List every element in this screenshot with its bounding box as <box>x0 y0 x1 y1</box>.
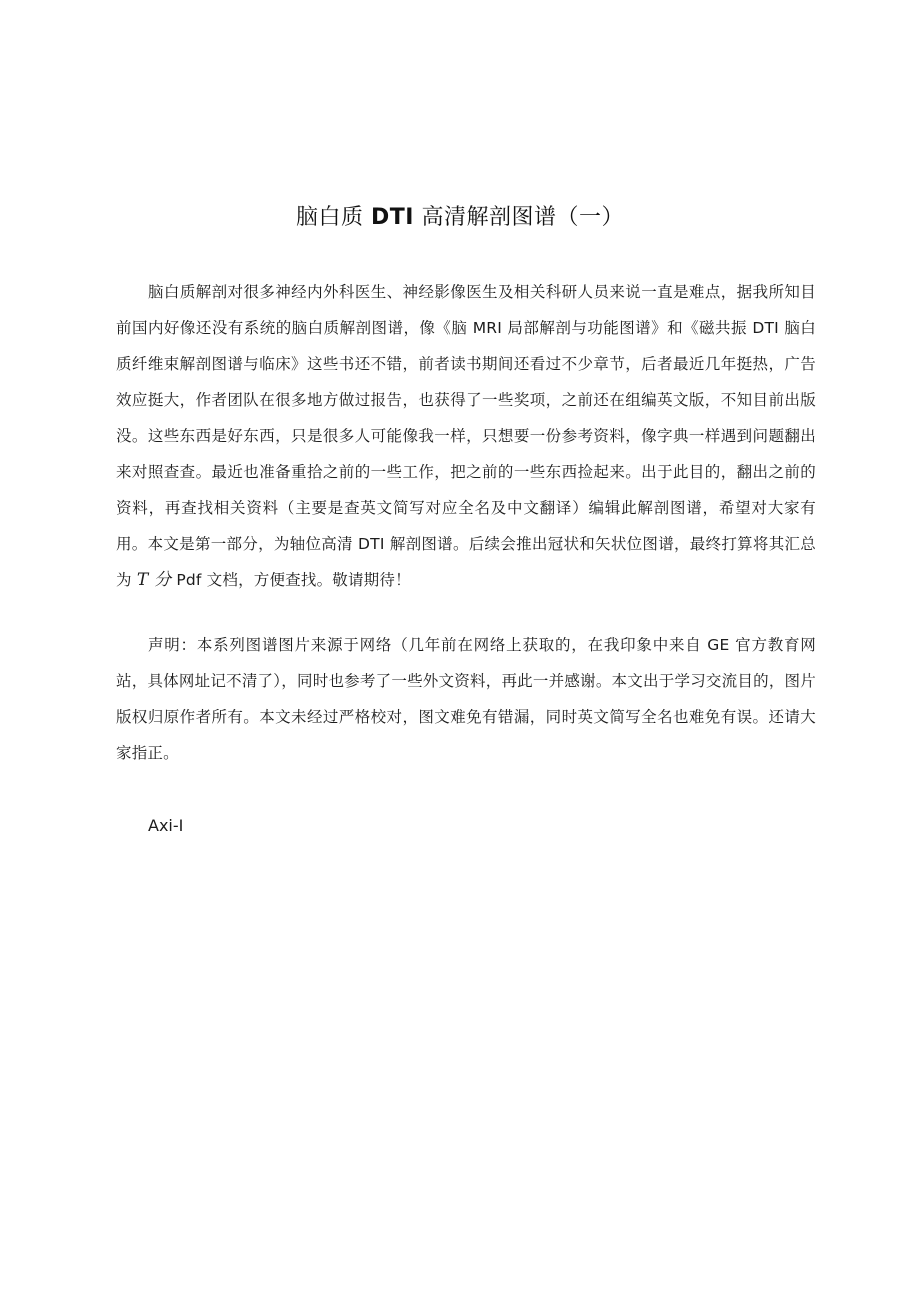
section-label: Axi-I <box>148 816 184 835</box>
intro-tail: Pdf 文档，方便查找。敬请期待！ <box>171 571 411 589</box>
intro-italic-glyph: T 分 <box>136 570 172 590</box>
title-dti: DTI <box>371 205 414 230</box>
intro-text: 脑白质解剖对很多神经内外科医生、神经影像医生及相关科研人员来说一直是难点，据我所知目前国内好像还没有系统的脑白质解剖图谱，像《脑 MRI 局部解剖与功能图谱》和《磁共振 DTI 脑白质纤维束解剖图谱与临床》这些书还不错，前者读书期间还看过不少章节，后者最近几年挺热，广告效应挺大，作者团队在很多地方做过报告，也获得了一些奖项，之前还在组编英文版，不知目前出版没。这些东西是好东西，只是很多人可能像我一样，只想要一份参考资料，像字典一样遇到问题翻出来对照查查。最近也准备重拾之前的一些工作，把之前的一些东西捡起来。出于此目的，翻出之前的资料，再查找相关资料（主要是查英文简写对应全名及中文翻译）编辑此解剖图谱，希望对大家有用。本文是第一部分，为轴位高清 DTI 解剖图谱。后续会推出冠状和矢状位图谱，最终打算将其汇总为 <box>116 283 816 589</box>
statement-text: 声明：本系列图谱图片来源于网络（几年前在网络上获取的，在我印象中来自 GE 官方教育网站，具体网址记不清了），同时也参考了一些外文资料，再此一并感谢。本文出于学习交流目的，图片版权归原作者所有。本文未经过严格校对，图文难免有错漏，同时英文简写全名也难免有误。还请大家指正。 <box>116 636 816 762</box>
title-suffix: 高清解剖图谱（一） <box>413 205 624 230</box>
document-title <box>0 200 920 236</box>
title-prefix: 脑白质 <box>296 205 372 230</box>
intro-paragraph <box>116 274 816 598</box>
statement-paragraph <box>116 627 816 771</box>
